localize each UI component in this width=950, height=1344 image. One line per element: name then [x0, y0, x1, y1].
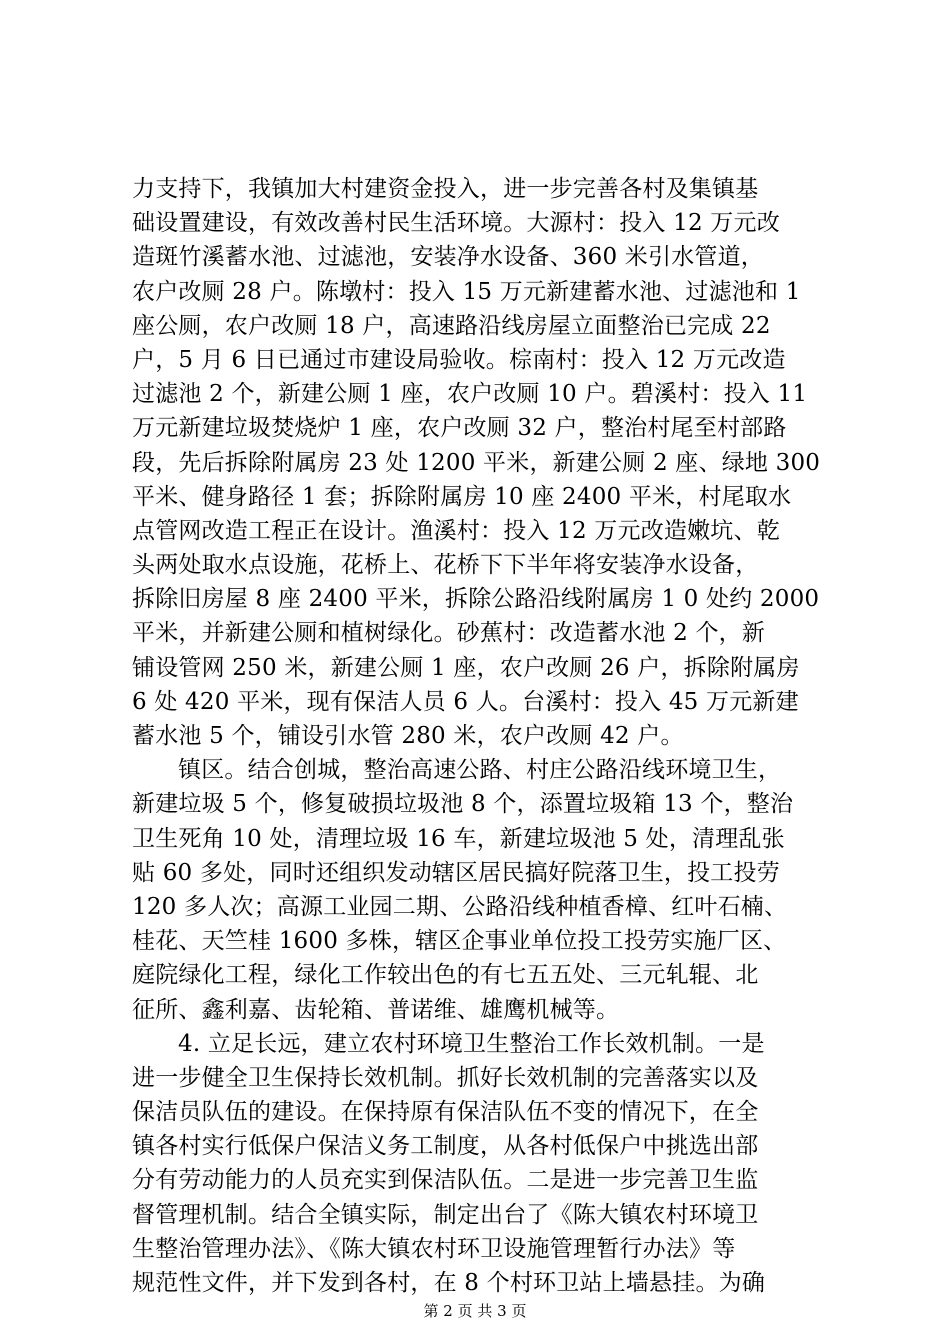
text-line: 础设置建设，有效改善村民生活环境。大源村：投入 12 万元改: [132, 210, 780, 237]
text-line: 造斑竹溪蓄水池、过滤池，安装净水设备、360 米引水管道，: [132, 244, 765, 271]
text-line: 过滤池 2 个，新建公厕 1 座，农户改厕 10 户。碧溪村：投入 11: [132, 381, 808, 408]
text-line: 卫生死角 10 处，清理垃圾 16 车，新建垃圾池 5 处，清理乱张: [132, 825, 785, 852]
text-line: 段，先后拆除附属房 23 处 1200 平米，新建公厕 2 座、绿地 300: [132, 449, 821, 476]
text-line: 镇区。结合创城，整治高速公路、村庄公路沿线环境卫生，: [178, 757, 782, 784]
text-line: 桂花、天竺桂 1600 多株，辖区企事业单位投工投劳实施厂区、: [132, 928, 787, 955]
text-line: 新建垃圾 5 个，修复破损垃圾池 8 个，添置垃圾箱 13 个，整治: [132, 791, 794, 818]
text-line: 督管理机制。结合全镇实际，制定出台了《陈大镇农村环境卫: [132, 1201, 759, 1228]
text-line: 贴 60 多处，同时还组织发动辖区居民搞好院落卫生，投工投劳: [132, 859, 780, 886]
text-line: 进一步健全卫生保持长效机制。抓好长效机制的完善落实以及: [132, 1064, 759, 1091]
text-line: 生整治管理办法》、《陈大镇农村环卫设施管理暂行办法》等: [132, 1235, 736, 1262]
text-line: 力支持下，我镇加大村建资金投入，进一步完善各村及集镇基: [132, 176, 759, 202]
paragraph: [132, 172, 828, 753]
text-line: 蓄水池 5 个，铺设引水管 280 米，农户改厕 42 户。: [132, 723, 684, 749]
text-line: 4. 立足长远，建立农村环境卫生整治工作长效机制。一是: [178, 1030, 765, 1057]
text-line: 120 多人次；高源工业园二期、公路沿线种植香樟、红叶石楠、: [132, 893, 788, 920]
text-line: 镇各村实行低保户保洁义务工制度，从各村低保户中挑选出部: [132, 1133, 759, 1160]
text-line: 万元新建垃圾焚烧炉 1 座，农户改厕 32 户，整治村尾至村部路: [132, 415, 787, 442]
text-line: 征所、鑫利嘉、齿轮箱、普诺维、雄鹰机械等。: [132, 996, 620, 1023]
text-line: 分有劳动能力的人员充实到保洁队伍。二是进一步完善卫生监: [132, 1167, 759, 1194]
text-line: 6 处 420 平米，现有保洁人员 6 人。台溪村：投入 45 万元新建: [132, 688, 799, 715]
text-line: 平米，并新建公厕和植树绿化。砂蕉村：改造蓄水池 2 个，新: [132, 620, 766, 647]
text-line: 平米、健身路径 1 套；拆除附属房 10 座 2400 平米，村尾取水: [132, 483, 792, 510]
text-line: 保洁员队伍的建设。在保持原有保洁队伍不变的情况下，在全: [132, 1099, 759, 1126]
text-line: 铺设管网 250 米，新建公厕 1 座，农户改厕 26 户，拆除附属房: [132, 654, 800, 681]
paragraph: [132, 1027, 828, 1301]
text-line: 农户改厕 28 户。陈墩村：投入 15 万元新建蓄水池、过滤池和 1: [132, 278, 801, 305]
body-text: [132, 172, 828, 1300]
paragraph: [132, 753, 828, 1027]
text-line: 点管网改造工程正在设计。渔溪村：投入 12 万元改造嫩坑、乾: [132, 517, 780, 544]
text-line: 座公厕，农户改厕 18 户，高速路沿线房屋立面整治已完成 22: [132, 312, 771, 339]
page-footer: 第 2 页 共 3 页: [423, 1302, 527, 1320]
text-line: 拆除旧房屋 8 座 2400 平米，拆除公路沿线附属房 1 0 处约 2000: [132, 586, 820, 613]
text-line: 庭院绿化工程，绿化工作较出色的有七五五处、三元轧辊、北: [132, 962, 759, 989]
text-line: 头两处取水点设施，花桥上、花桥下下半年将安装净水设备，: [132, 552, 759, 579]
text-line: 户，5 月 6 日已通过市建设局验收。棕南村：投入 12 万元改造: [132, 346, 786, 373]
text-line: 规范性文件，并下发到各村，在 8 个村环卫站上墙悬挂。为确: [132, 1270, 766, 1296]
